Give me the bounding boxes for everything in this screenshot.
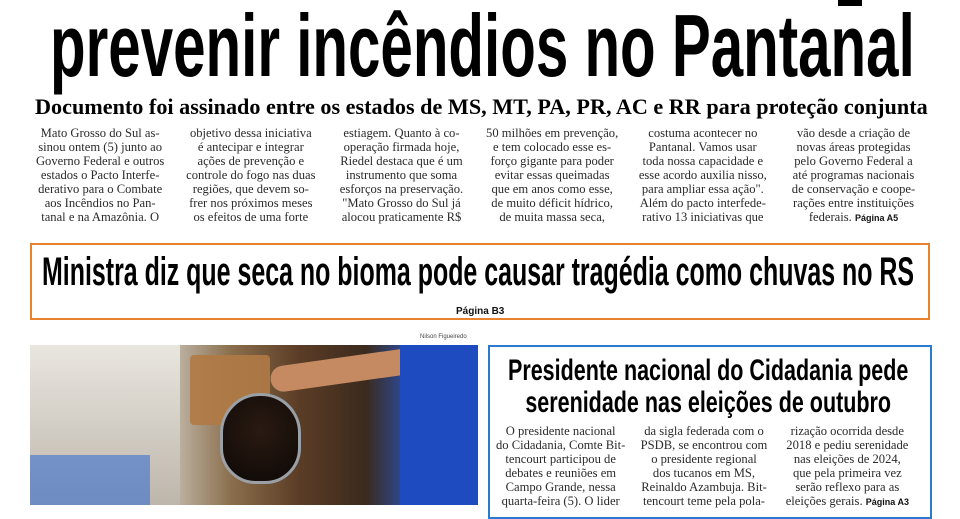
line-text: e tem colocado esse es- bbox=[493, 140, 612, 154]
line-text: para ampliar essa ação". bbox=[641, 182, 764, 196]
text-line bbox=[30, 182, 170, 196]
line-text: ações de prevenção e bbox=[197, 154, 305, 168]
line-text: Riedel destaca que é um bbox=[340, 154, 463, 168]
line-text: vão desde a criação de bbox=[796, 126, 911, 140]
text-line bbox=[181, 168, 321, 182]
line-text: rações entre instituições bbox=[793, 196, 914, 210]
text-column bbox=[783, 126, 923, 225]
line-text: forço gigante para poder bbox=[490, 154, 614, 168]
text-line bbox=[181, 126, 321, 140]
text-line bbox=[637, 452, 770, 466]
line-text: "Mato Grosso do Sul já bbox=[342, 196, 461, 210]
third-headline[interactable] bbox=[508, 355, 908, 419]
line-text: Pantanal. Vamos usar bbox=[648, 140, 757, 154]
text-line bbox=[331, 126, 471, 140]
text-line bbox=[781, 452, 914, 466]
text-line bbox=[781, 466, 914, 480]
text-line bbox=[783, 210, 923, 225]
text-line bbox=[331, 182, 471, 196]
text-line bbox=[482, 140, 622, 154]
text-line bbox=[331, 140, 471, 154]
line-text: quarta-feira (5). O lider bbox=[501, 494, 620, 508]
line-text: Mato Grosso do Sul as- bbox=[40, 126, 160, 140]
text-line bbox=[331, 154, 471, 168]
text-line bbox=[494, 480, 627, 494]
text-line bbox=[181, 182, 321, 196]
line-text: derativo para o Combate bbox=[38, 182, 163, 196]
line-text: objetivo dessa iniciativa bbox=[189, 126, 312, 140]
line-text: que em anos como esse, bbox=[491, 182, 613, 196]
text-line bbox=[30, 196, 170, 210]
text-line bbox=[783, 154, 923, 168]
text-line bbox=[637, 466, 770, 480]
line-text: Governo Federal e outros bbox=[35, 154, 165, 168]
line-text: de muita massa seca, bbox=[499, 210, 605, 224]
main-story-body bbox=[30, 126, 934, 225]
line-text: é antecipar e integrar bbox=[197, 140, 304, 154]
line-text: regiões, que devem so- bbox=[192, 182, 309, 196]
line-text: esse acordo auxilia nisso, bbox=[638, 168, 767, 182]
line-text: tencourt participou de bbox=[505, 452, 616, 466]
third-headline-line-2: serenidade nas eleições de outubro bbox=[525, 386, 892, 419]
main-headline: prevenir incêndios no Pantanal bbox=[50, 0, 915, 95]
text-line bbox=[783, 196, 923, 210]
line-text: federais. bbox=[808, 210, 852, 224]
text-line bbox=[783, 182, 923, 196]
line-text: 50 milhões em prevenção, bbox=[486, 126, 619, 140]
line-text: Campo Grande, nessa bbox=[505, 480, 616, 494]
line-text: instrumento que soma bbox=[345, 168, 458, 182]
text-line bbox=[633, 182, 773, 196]
text-line bbox=[781, 494, 914, 509]
line-text: da sigla federada com o bbox=[644, 424, 764, 438]
text-column bbox=[482, 126, 622, 225]
text-column bbox=[637, 424, 770, 509]
text-line bbox=[181, 154, 321, 168]
text-line bbox=[181, 140, 321, 154]
line-text: Reinaldo Azambuja. Bit- bbox=[641, 480, 767, 494]
line-text: debates e reuniões em bbox=[505, 466, 617, 480]
line-text: nas eleições de 2024, bbox=[793, 452, 901, 466]
text-line bbox=[30, 126, 170, 140]
line-text: pelo Governo Federal a bbox=[794, 154, 913, 168]
text-line bbox=[494, 466, 627, 480]
line-text: alocou praticamente R$ bbox=[341, 210, 462, 224]
text-line bbox=[30, 210, 170, 224]
text-column bbox=[331, 126, 471, 225]
third-story-body bbox=[494, 424, 924, 509]
text-line bbox=[482, 182, 622, 196]
line-text: toda nossa capacidade e bbox=[642, 154, 764, 168]
line-text: controle do fogo nas duas bbox=[186, 168, 316, 182]
page-ref[interactable]: Página A3 bbox=[865, 497, 909, 507]
line-text: sinou ontem (5) junto ao bbox=[38, 140, 163, 154]
third-headline-line-1: Presidente nacional do Cidadania pede bbox=[508, 354, 909, 387]
text-line bbox=[482, 154, 622, 168]
text-line bbox=[637, 424, 770, 438]
text-line bbox=[781, 438, 914, 452]
text-line bbox=[494, 452, 627, 466]
line-text: PSDB, se encontrou com bbox=[640, 438, 768, 452]
line-text: estados o Pacto Interfe- bbox=[40, 168, 160, 182]
text-line bbox=[633, 210, 773, 224]
text-line bbox=[494, 424, 627, 438]
text-column bbox=[633, 126, 773, 225]
news-photo bbox=[30, 345, 478, 505]
line-text: frer nos próximos meses bbox=[189, 196, 313, 210]
text-column bbox=[30, 126, 170, 225]
main-subhead: Documento foi assinado entre os estados de MS, MT, PA, PR, AC e RR para proteção conjunta bbox=[35, 94, 928, 119]
text-line bbox=[30, 168, 170, 182]
text-line bbox=[783, 126, 923, 140]
text-line bbox=[331, 168, 471, 182]
text-line bbox=[30, 140, 170, 154]
line-text: operação firmada hoje, bbox=[343, 140, 460, 154]
text-line bbox=[331, 210, 471, 224]
line-text: esforços na preservação. bbox=[339, 182, 464, 196]
line-text: eleições gerais. bbox=[785, 494, 863, 508]
text-line bbox=[482, 168, 622, 182]
text-line bbox=[181, 210, 321, 224]
line-text: de conservação e coope- bbox=[791, 182, 916, 196]
text-line bbox=[633, 126, 773, 140]
text-line bbox=[633, 168, 773, 182]
secondary-headline[interactable]: Ministra diz que seca no bioma pode causar tragédia como chuvas no RS bbox=[42, 250, 915, 294]
line-text: que pela primeira vez bbox=[792, 466, 902, 480]
line-text: novas áreas protegidas bbox=[796, 140, 911, 154]
text-line bbox=[181, 196, 321, 210]
photo-credit: Nilson Figueiredo bbox=[420, 334, 467, 340]
photo-arm bbox=[269, 347, 421, 394]
line-text: de muito déficit hídrico, bbox=[491, 196, 614, 210]
photo-blue-object bbox=[30, 455, 150, 505]
text-column bbox=[494, 424, 627, 509]
line-text: serão reflexo para as bbox=[795, 480, 900, 494]
line-text: rativo 13 iniciativas que bbox=[642, 210, 764, 224]
text-line bbox=[633, 140, 773, 154]
text-line bbox=[637, 438, 770, 452]
text-line bbox=[482, 126, 622, 140]
line-text: o presidente regional bbox=[651, 452, 757, 466]
text-line bbox=[783, 168, 923, 182]
text-line bbox=[783, 140, 923, 154]
photo-blue-shirt bbox=[400, 345, 478, 505]
text-column bbox=[781, 424, 914, 509]
text-line bbox=[482, 210, 622, 224]
text-line bbox=[637, 494, 770, 508]
line-text: os efeitos de uma forte bbox=[193, 210, 309, 224]
text-line bbox=[331, 196, 471, 210]
text-line bbox=[482, 196, 622, 210]
photo-pot-of-seeds bbox=[220, 393, 301, 484]
line-text: Além do pacto interfede- bbox=[639, 196, 766, 210]
line-text: tanal e na Amazônia. O bbox=[41, 210, 160, 224]
line-text: tencourt teme pela pola- bbox=[642, 494, 766, 508]
text-line bbox=[781, 480, 914, 494]
page-ref[interactable]: Página A5 bbox=[854, 213, 899, 223]
text-line bbox=[30, 154, 170, 168]
text-line bbox=[781, 424, 914, 438]
line-text: até programas nacionais bbox=[792, 168, 915, 182]
text-line bbox=[637, 480, 770, 494]
line-text: O presidente nacional bbox=[505, 424, 616, 438]
text-line bbox=[633, 154, 773, 168]
text-line bbox=[494, 494, 627, 508]
line-text: costuma acontecer no bbox=[648, 126, 758, 140]
line-text: 2018 e pediu serenidade bbox=[786, 438, 909, 452]
text-column bbox=[181, 126, 321, 225]
line-text: dos tucanos em MS, bbox=[652, 466, 756, 480]
line-text: do Cidadania, Comte Bit- bbox=[495, 438, 626, 452]
line-text: evitar essas queimadas bbox=[494, 168, 610, 182]
text-line bbox=[494, 438, 627, 452]
line-text: aos Incêndios no Pan- bbox=[44, 196, 156, 210]
line-text: rização ocorrida desde bbox=[790, 424, 904, 438]
text-line bbox=[633, 196, 773, 210]
secondary-page-ref: Página B3 bbox=[448, 306, 512, 317]
line-text: estiagem. Quanto à co- bbox=[343, 126, 460, 140]
